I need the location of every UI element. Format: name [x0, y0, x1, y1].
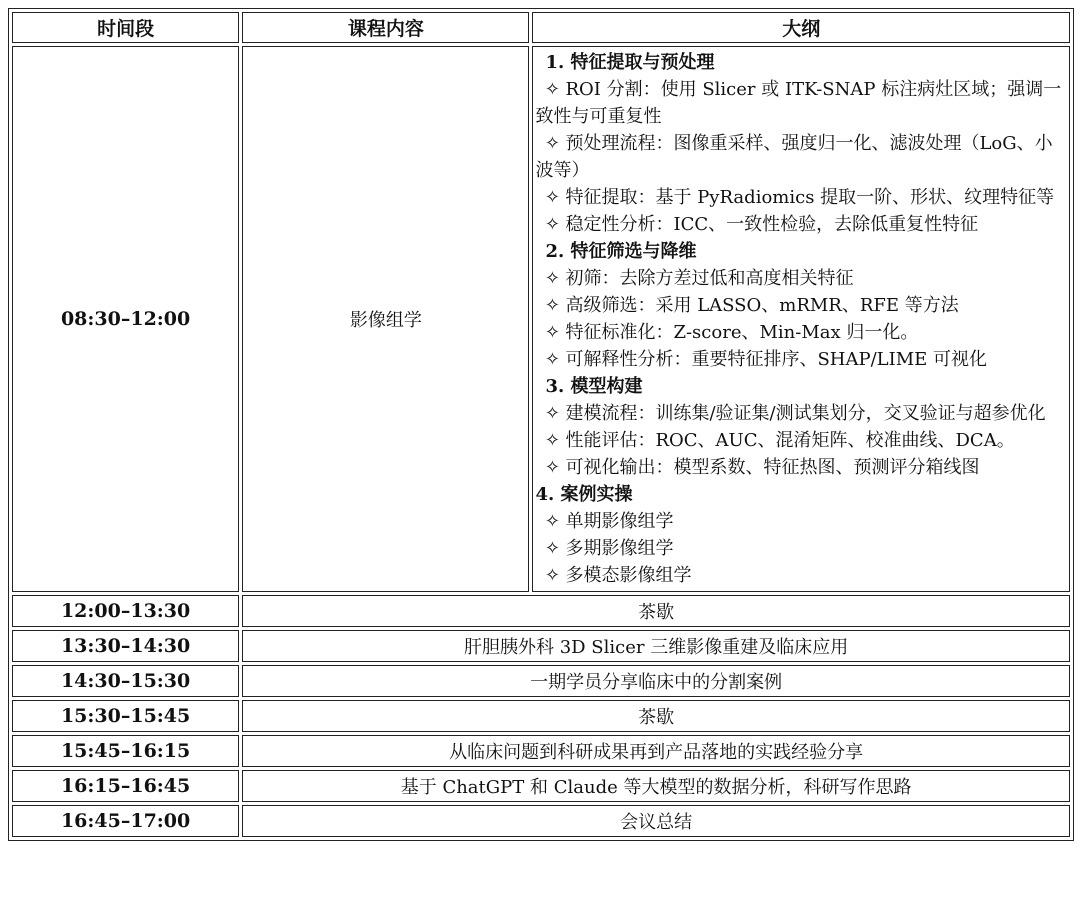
schedule-row [12, 770, 1070, 802]
diamond-bullet-icon: ✧ [544, 187, 561, 208]
row-time: 15:30–15:45 [12, 700, 239, 732]
morning-outline [532, 46, 1070, 592]
row-time: 16:45–17:00 [12, 805, 239, 837]
outline-item: ✧ 多模态影像组学 [535, 562, 1068, 589]
schedule-row [12, 805, 1070, 837]
diamond-bullet-icon: ✧ [544, 565, 561, 586]
diamond-bullet-icon: ✧ [544, 322, 561, 343]
header-content: 课程内容 [242, 12, 529, 43]
outline-item: ✧ 高级筛选：采用 LASSO、mRMR、RFE 等方法 [535, 292, 1068, 319]
schedule-row [12, 700, 1070, 732]
diamond-bullet-icon: ✧ [544, 538, 561, 559]
outline-item: ✧ 多期影像组学 [535, 535, 1068, 562]
row-content: 肝胆胰外科 3D Slicer 三维影像重建及临床应用 [242, 630, 1070, 662]
diamond-bullet-icon: ✧ [544, 430, 561, 451]
row-time: 14:30–15:30 [12, 665, 239, 697]
outline-item: ✧ 可视化输出：模型系数、特征热图、预测评分箱线图 [535, 454, 1068, 481]
row-content: 茶歇 [242, 595, 1070, 627]
header-outline: 大纲 [532, 12, 1070, 43]
row-content: 一期学员分享临床中的分割案例 [242, 665, 1070, 697]
section-title: 4. 案例实操 [535, 484, 633, 505]
outline-item: ✧ 建模流程：训练集/验证集/测试集划分，交叉验证与超参优化 [535, 400, 1068, 427]
header-row [12, 12, 1070, 43]
outline-item: ✧ 稳定性分析：ICC、一致性检验，去除低重复性特征 [535, 211, 1068, 238]
section-title: 2. 特征筛选与降维 [545, 241, 697, 262]
diamond-bullet-icon: ✧ [544, 79, 561, 100]
row-content: 茶歇 [242, 700, 1070, 732]
morning-row [12, 46, 1070, 592]
header-time: 时间段 [12, 12, 239, 43]
outline-item: ✧ 特征提取：基于 PyRadiomics 提取一阶、形状、纹理特征等 [535, 184, 1068, 211]
morning-content: 影像组学 [242, 46, 529, 592]
outline-item: ✧ 预处理流程：图像重采样、强度归一化、滤波处理（LoG、小波等） [535, 130, 1068, 184]
row-time: 16:15–16:45 [12, 770, 239, 802]
row-content: 从临床问题到科研成果再到产品落地的实践经验分享 [242, 735, 1070, 767]
row-time: 13:30–14:30 [12, 630, 239, 662]
outline-item: ✧ 单期影像组学 [535, 508, 1068, 535]
diamond-bullet-icon: ✧ [544, 268, 561, 289]
diamond-bullet-icon: ✧ [544, 214, 561, 235]
diamond-bullet-icon: ✧ [544, 295, 561, 316]
section-title: 3. 模型构建 [545, 376, 643, 397]
diamond-bullet-icon: ✧ [544, 511, 561, 532]
diamond-bullet-icon: ✧ [544, 403, 561, 424]
outline-item: ✧ 可解释性分析：重要特征排序、SHAP/LIME 可视化 [535, 346, 1068, 373]
outline-item: ✧ 性能评估：ROC、AUC、混淆矩阵、校准曲线、DCA。 [535, 427, 1068, 454]
morning-time: 08:30–12:00 [12, 46, 239, 592]
row-content: 基于 ChatGPT 和 Claude 等大模型的数据分析，科研写作思路 [242, 770, 1070, 802]
schedule-table [8, 8, 1074, 841]
row-time: 15:45–16:15 [12, 735, 239, 767]
section-title: 1. 特征提取与预处理 [545, 52, 715, 73]
outline-item: ✧ 特征标准化：Z-score、Min-Max 归一化。 [535, 319, 1068, 346]
schedule-row [12, 595, 1070, 627]
outline-item: ✧ ROI 分割：使用 Slicer 或 ITK-SNAP 标注病灶区域；强调一致性与可重复性 [535, 76, 1068, 130]
schedule-row [12, 665, 1070, 697]
outline-item: ✧ 初筛：去除方差过低和高度相关特征 [535, 265, 1068, 292]
schedule-row [12, 630, 1070, 662]
row-content: 会议总结 [242, 805, 1070, 837]
diamond-bullet-icon: ✧ [544, 457, 561, 478]
diamond-bullet-icon: ✧ [544, 349, 561, 370]
row-time: 12:00–13:30 [12, 595, 239, 627]
diamond-bullet-icon: ✧ [544, 133, 561, 154]
schedule-row [12, 735, 1070, 767]
